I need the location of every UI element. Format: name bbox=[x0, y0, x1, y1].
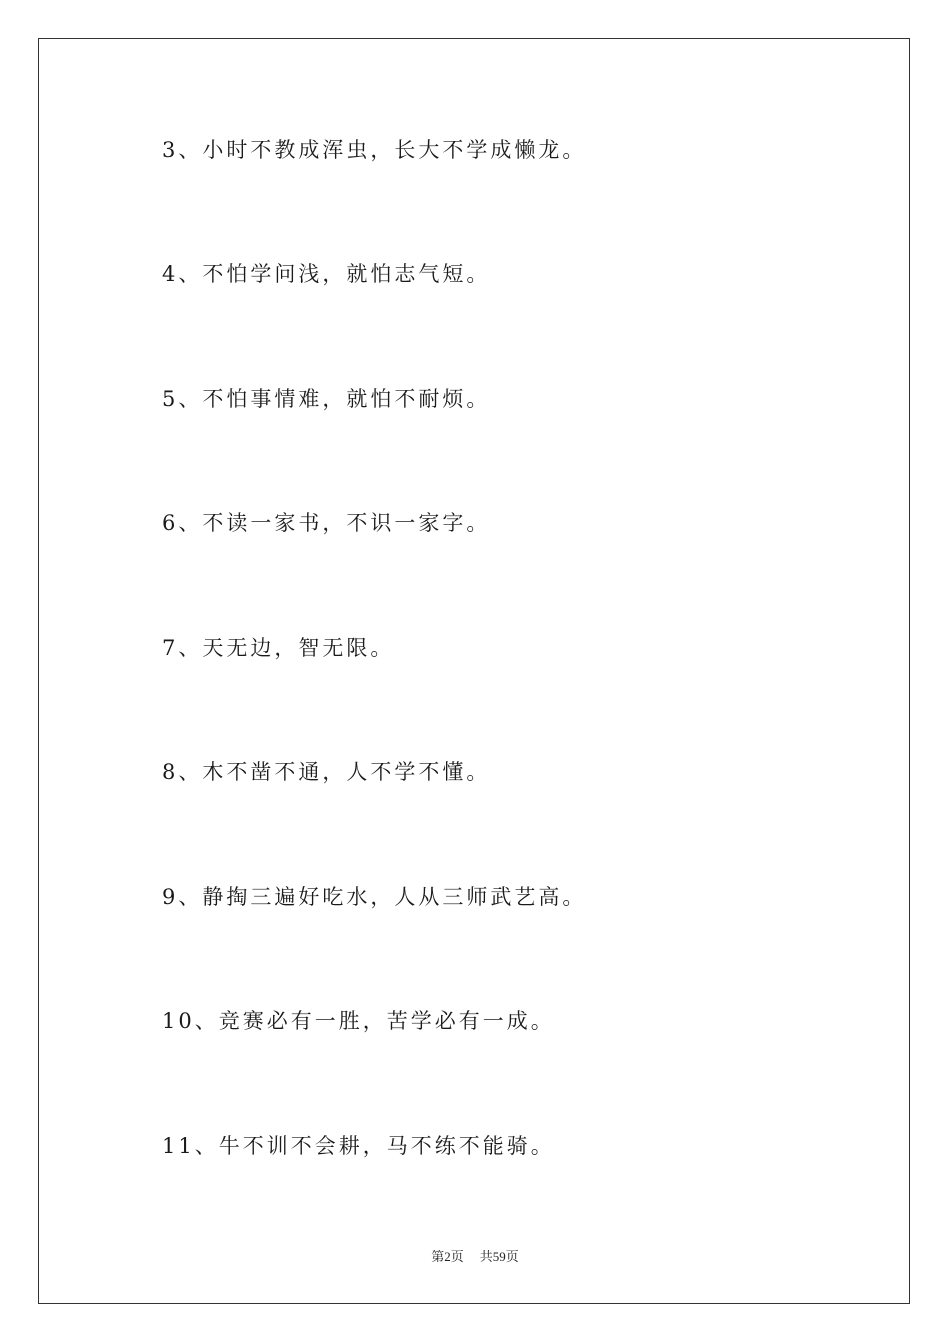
proverb-line: 11、牛不训不会耕，马不练不能骑。 bbox=[162, 1134, 555, 1158]
page-border bbox=[38, 38, 910, 1304]
proverb-line: 5、不怕事情难，就怕不耐烦。 bbox=[162, 387, 491, 411]
proverb-line: 10、竞赛必有一胜，苦学必有一成。 bbox=[162, 1009, 555, 1033]
page-total: 共59页 bbox=[479, 1249, 519, 1264]
proverb-line: 7、天无边，智无限。 bbox=[162, 636, 395, 660]
proverb-line: 9、静掏三遍好吃水，人从三师武艺高。 bbox=[162, 885, 587, 909]
proverb-line: 3、小时不教成浑虫，长大不学成懒龙。 bbox=[162, 138, 587, 162]
proverb-line: 6、不读一家书，不识一家字。 bbox=[162, 511, 491, 535]
proverb-line: 8、木不凿不通，人不学不懂。 bbox=[162, 760, 491, 784]
proverb-line: 4、不怕学问浅，就怕志气短。 bbox=[162, 262, 491, 286]
page-number: 第2页 bbox=[431, 1249, 464, 1264]
page-footer bbox=[0, 1246, 950, 1265]
